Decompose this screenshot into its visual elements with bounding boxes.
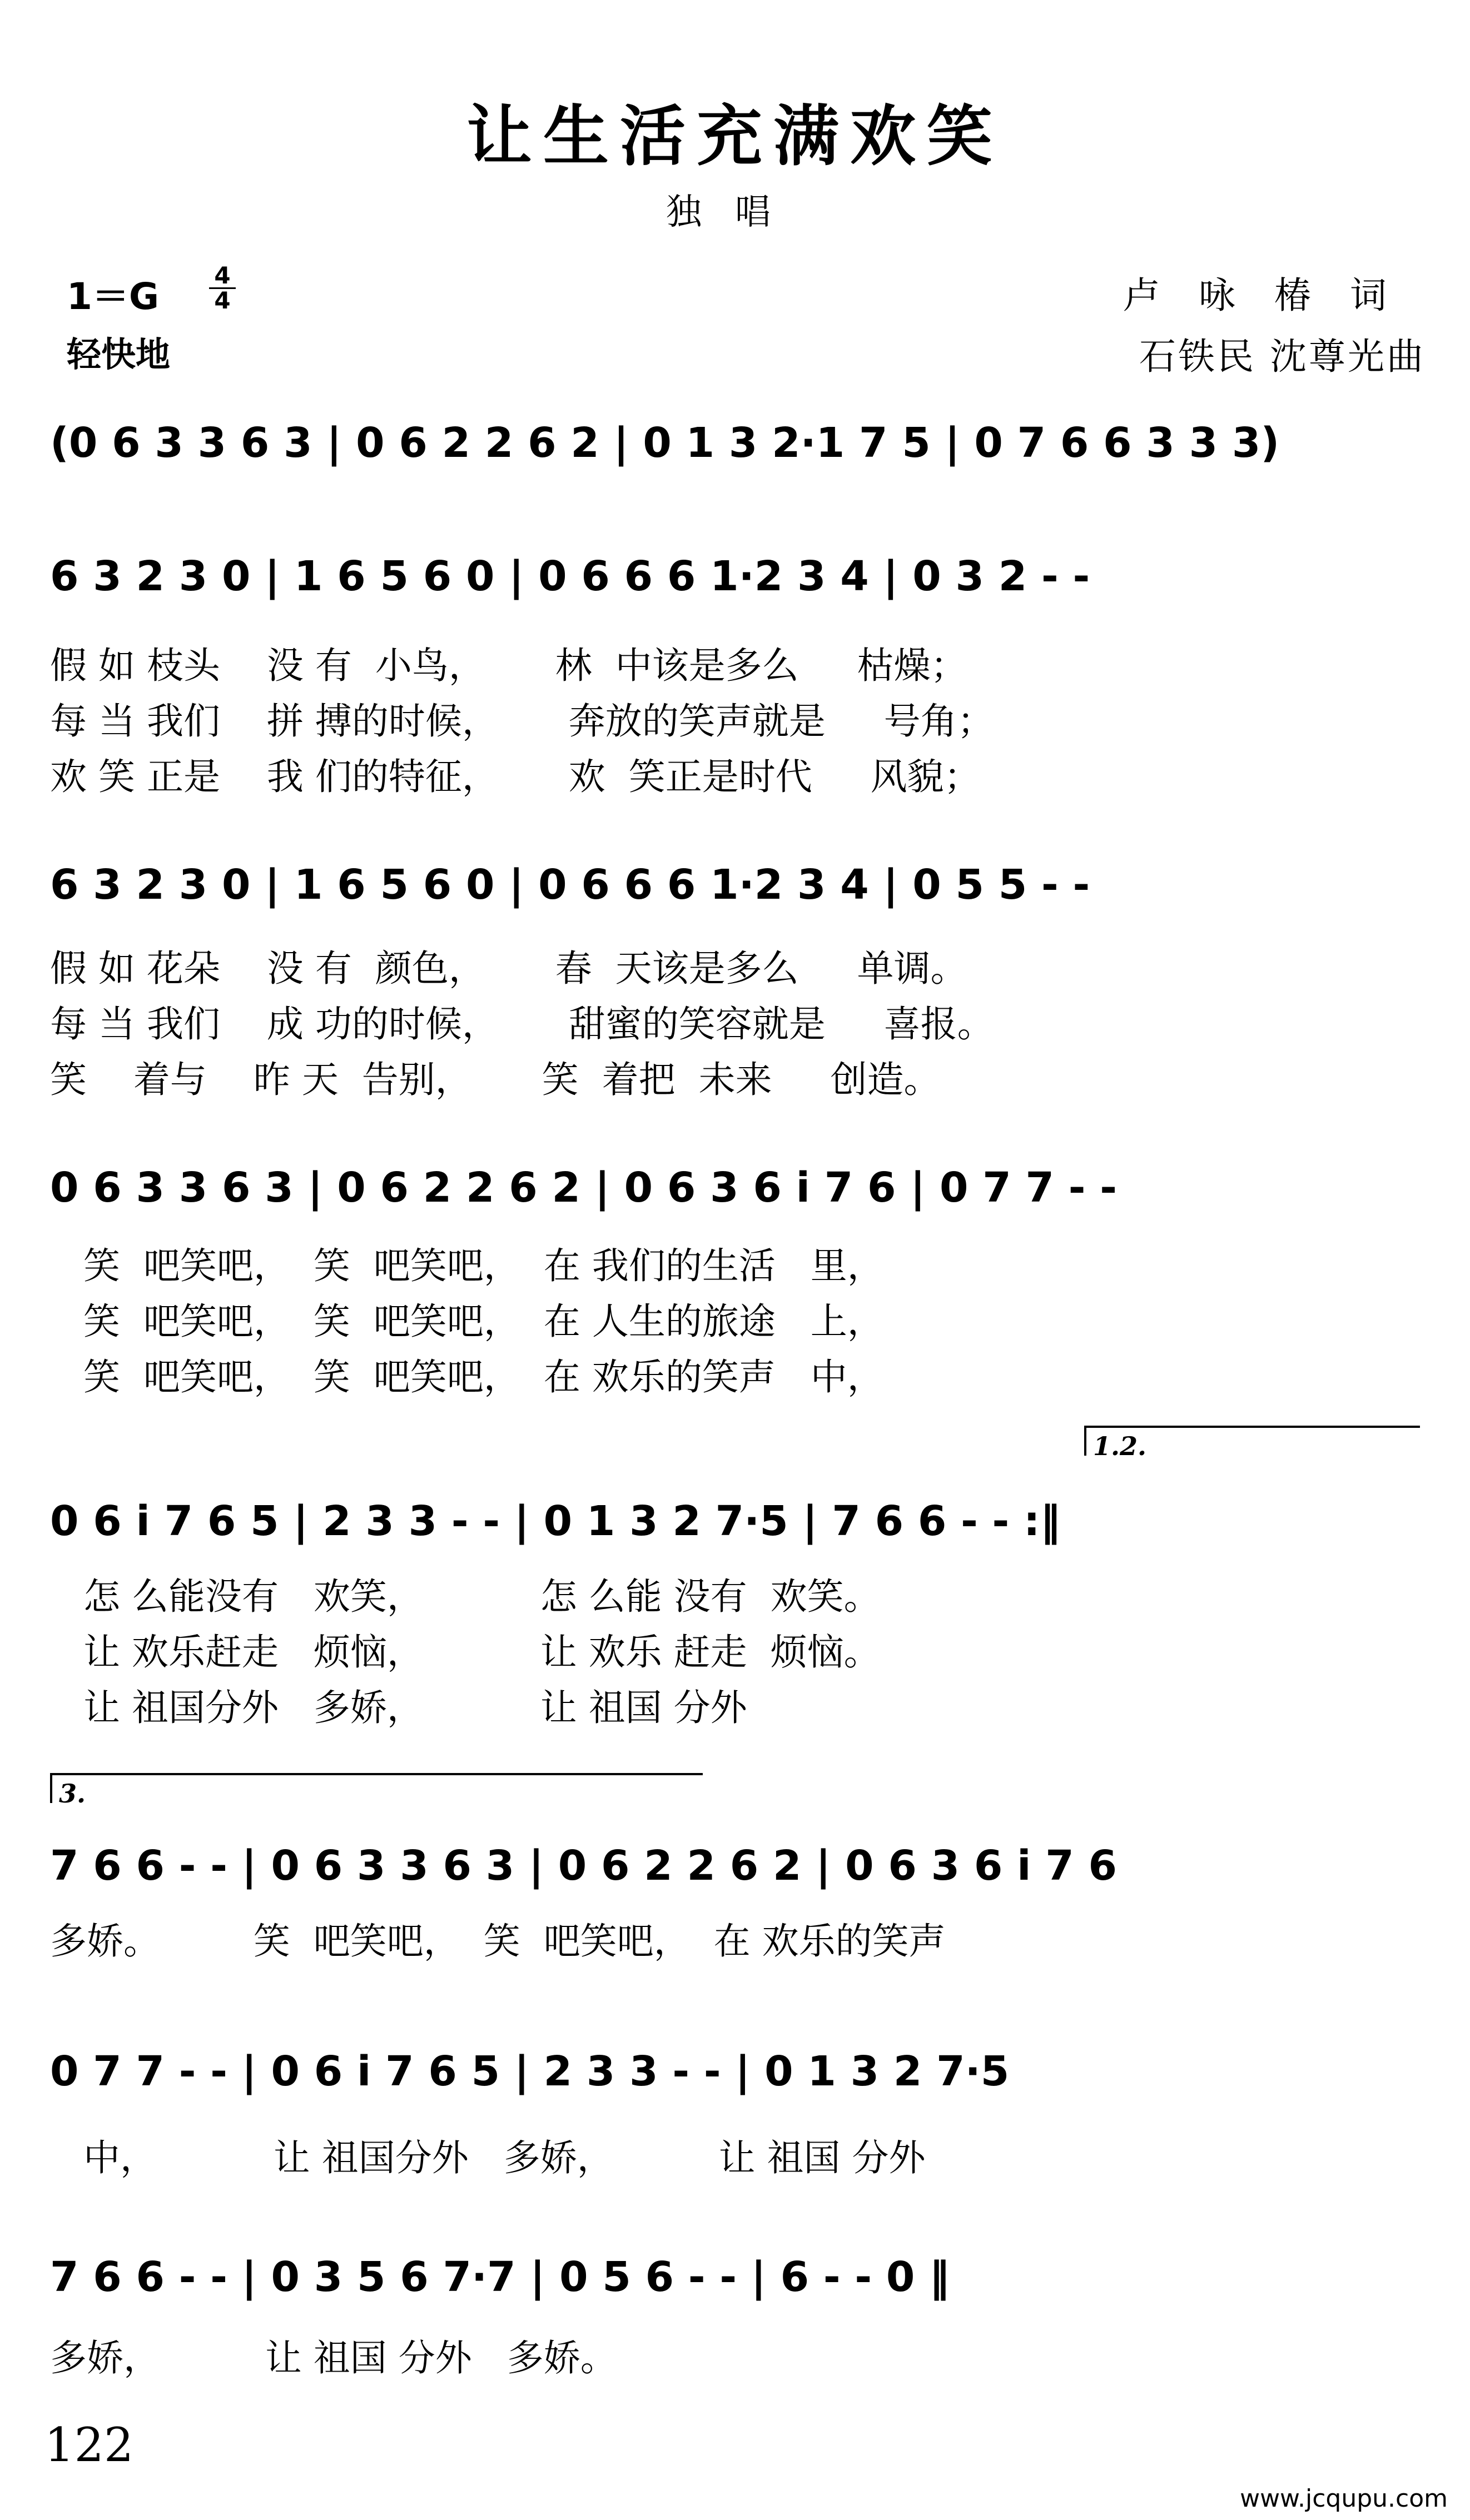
system-8-notes: 7 6 6 - - | 0 3 5 6 7·7 | 0 5 6 - - | 6 - - 0 ‖: [50, 2253, 950, 2301]
time-signature-top: 4: [214, 262, 231, 289]
system-7-notes: 0 7 7 - - | 0 6 i 7 6 5 | 2 3 3 - - | 0 1 3 2 7·5: [50, 2048, 1010, 2095]
key-signature: 1＝G: [67, 275, 160, 318]
system-2-lyric-3: 欢 笑 正是 我 们的特征， 欢 笑正是时代 风貌；: [50, 755, 981, 798]
system-4-lyric-3: 笑 吧笑吧， 笑 吧笑吧， 在 欢乐的笑声 中，: [83, 1356, 884, 1398]
time-signature: [206, 264, 239, 312]
system-8-lyric-1: 多娇， 让 祖国 分外 多娇。: [50, 2337, 617, 2379]
system-1-notes: (0 6 3 3 6 3 | 0 6 2 2 6 2 | 0 1 3 2·1 7 5 | 0 7 6 6 3 3 3): [50, 419, 1280, 467]
system-3-lyric-2: 每 当 我们 成 功的时候， 甜蜜的笑容就是 喜报。: [50, 1003, 994, 1045]
page-number: 122: [44, 2418, 134, 2472]
system-5-lyric-1: 怎 么能没有 欢笑， 怎 么能 没有 欢笑。: [83, 1575, 881, 1618]
volta-third-ending: [50, 1773, 703, 1809]
system-5-lyric-3: 让 祖国分外 多娇， 让 祖国 分外: [83, 1686, 747, 1729]
system-4-lyric-1: 笑 吧笑吧， 笑 吧笑吧， 在 我们的生活 里，: [83, 1244, 884, 1287]
system-4-lyric-2: 笑 吧笑吧， 笑 吧笑吧， 在 人生的旅途 上，: [83, 1300, 884, 1343]
volta-first-ending-label: 1.2.: [1093, 1431, 1147, 1461]
system-5-lyric-2: 让 欢乐赶走 烦恼， 让 欢乐 赶走 烦恼。: [83, 1631, 881, 1674]
system-2-lyric-2: 每 当 我们 拼 搏的时候， 奔放的笑声就是 号角；: [50, 700, 994, 743]
system-5-notes: 0 6 i 7 6 5 | 2 3 3 - - | 0 1 3 2 7·5 | 7 6 6 - - :‖: [50, 1497, 1061, 1545]
volta-third-ending-label: 3.: [59, 1779, 86, 1809]
system-6-notes: 7 6 6 - - | 0 6 3 3 6 3 | 0 6 2 2 6 2 | 0 6 3 6 i 7 6: [50, 1842, 1117, 1890]
system-2-lyric-1: 假 如 枝头 没 有 小鸟， 林 中该是多么 枯燥；: [50, 644, 967, 687]
lyricist-credit: 卢咏椿词: [1123, 274, 1426, 317]
site-watermark: www.jcqupu.com: [1240, 2484, 1448, 2513]
tempo-marking: 轻快地: [67, 334, 171, 375]
time-signature-bottom: 4: [214, 287, 231, 314]
system-6-lyric-1: 多娇。 笑 吧笑吧， 笑 吧笑吧， 在 欢乐的笑声: [50, 1920, 946, 1963]
system-7-lyric-1: 中， 让 祖国分外 多娇， 让 祖国 分外: [83, 2136, 926, 2179]
system-4-notes: 0 6 3 3 6 3 | 0 6 2 2 6 2 | 0 6 3 6 i 7 6 | 0 7 7 - -: [50, 1164, 1117, 1212]
system-3-lyric-1: 假 如 花朵 没 有 颜色， 春 天该是多么 单调。: [50, 947, 967, 990]
system-3-notes: 6 3 2 3 0 | 1 6 5 6 0 | 0 6 6 6 1·2 3 4 | 0 5 5 - -: [50, 861, 1090, 909]
composer-credit: 石铁民 沈尊光曲: [1139, 335, 1426, 378]
volta-first-ending: [1084, 1426, 1420, 1461]
system-3-lyric-3: 笑 着与 昨 天 告别， 笑 着把 未来 创造。: [50, 1058, 941, 1101]
song-subtitle: 独唱: [666, 192, 804, 233]
system-2-notes: 6 3 2 3 0 | 1 6 5 6 0 | 0 6 6 6 1·2 3 4 | 0 3 2 - -: [50, 552, 1090, 600]
song-title: 让生活充满欢笑: [466, 97, 1004, 175]
